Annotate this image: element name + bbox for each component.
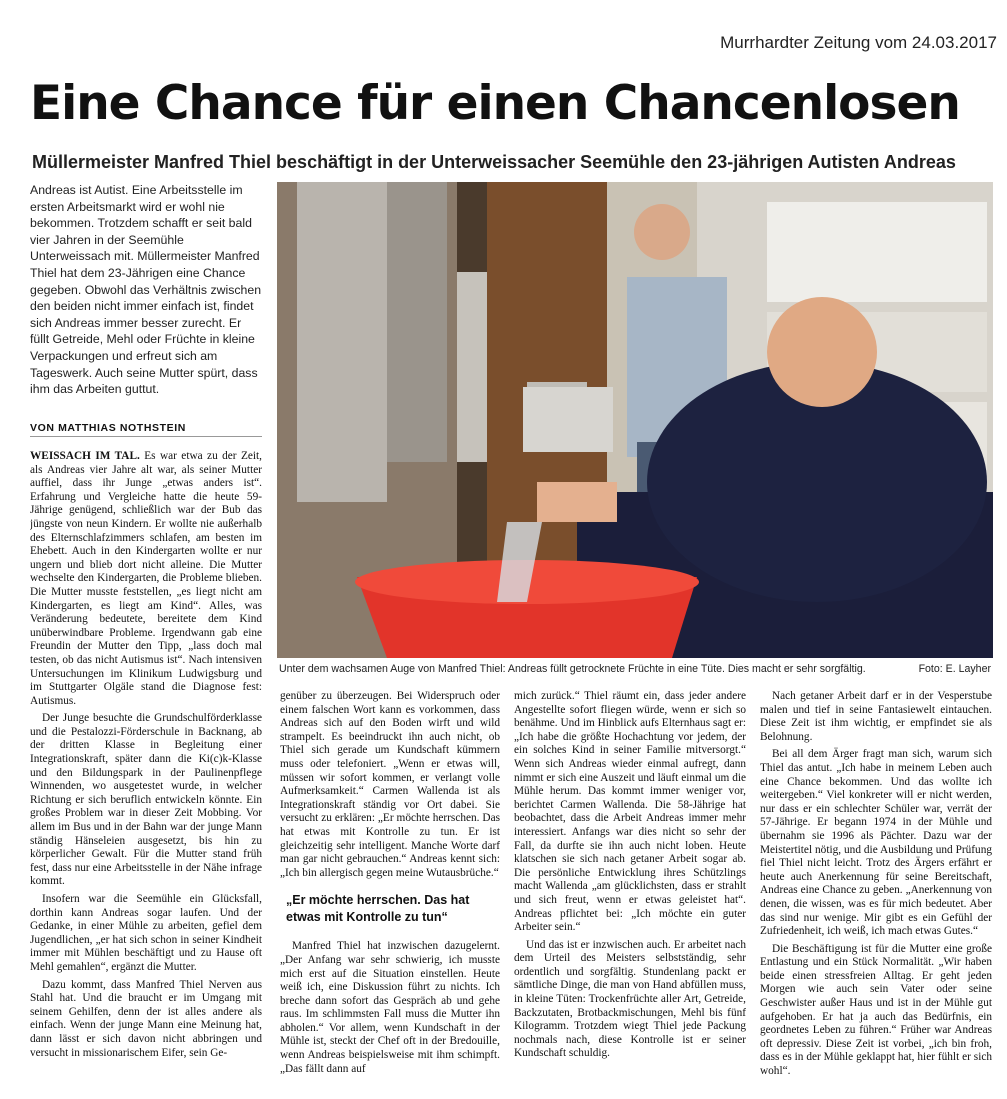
paragraph: Bei all dem Ärger fragt man sich, warum sich Thiel das antut. „Ich habe in meinem Leben auch eine Chance bekommen. Und das wollte ich weitergeben.“ Viel konkreter will er nicht werden, nur dass er ein schlechter Schüler war, verrät der 57-Jährige. Er begann 1974 in der Mühle und übernahm sie 1996 als Pächter. Dazu war der Meistertitel nötig, und die Ausbildung und Prüfung fiel Thiel nicht leicht. Trotz des Ärgers erfährt er heute auch Anerkennung für seine Bereitschaft, Andreas eine Chance zu geben. „Anerkennung von denen, die wissen, was es für mich bedeutet. Aber das sind nur wenige. Mir gibt es ein Gefühl der Zufriedenheit, ich weiß, ich mach etwas Gutes.“: [760, 748, 992, 938]
subheadline: Müllermeister Manfred Thiel beschäftigt in der Unterweissacher Seemühle den 23-jährigen Autisten Andreas: [32, 152, 956, 172]
byline: VON MATTHIAS NOTHSTEIN: [30, 422, 262, 437]
paragraph: Und das ist er inzwischen auch. Er arbeitet nach dem Urteil des Meisters selbstständig, sehr ordentlich und sorgfältig. Stundenlang packt er sämtliche Dinge, die man von Hand abfüllen muss, in kleine Tüten: Trockenfrüchte aller Art, Getreide, Backzutaten, Brotbackmischungen, Mehl bis fünf Kilogramm. Trotzdem wiegt Thiel jede Packung nochmals nach, diese Kontrolle ist er seiner Kundschaft schuldig.: [514, 938, 746, 1060]
dateline: WEISSACH IM TAL.: [30, 450, 140, 462]
article-column-2: [280, 690, 500, 1095]
headline: Eine Chance für einen Chancenlosen: [30, 76, 960, 131]
photo-credit: Foto: E. Layher: [918, 663, 991, 675]
paragraph: Die Beschäftigung ist für die Mutter eine große Entlastung und ein Stück Normalität. „Wir haben beide einen stressfreien Alltag. Er geht jeden Morgen wie auch sein Vater oder seine Geschwister außer Haus und ist in der Mühle gut aufgehoben. Er hat ja auch das Bedürfnis, ein geordnetes Leben zu führen.“ Früher war Andreas oft depressiv. Diese Zeit ist vorbei, „ich bin froh, dass es in der Mühle geklappt hat, hier fühlt er sich wohl“.: [760, 942, 992, 1078]
article-column-4: [760, 690, 992, 1095]
paragraph: Manfred Thiel hat inzwischen dazugelernt. „Der Anfang war sehr schwierig, ich musste mich erst auf die Situation einstellen. Heute weiß ich, eine Diskussion führt zu nichts. Ich breche dann sofort das Gespräch ab und gehe raus. Im schlimmsten Fall muss die Mutter ihn abholen.“ Vor allem, wenn Kundschaft in der Mühle ist, steckt der Chef oft in der Bredouille, wenn Andreas beispielsweise mit ihm schimpft. „Das fällt dann auf: [280, 940, 500, 1075]
paragraph: genüber zu überzeugen. Bei Widerspruch oder einem falschen Wort kann es vorkommen, dass Andreas sich auf den Boden wirft und wild strampelt. Es beeindruckt ihn auch nicht, ob Thiel sich gerade um Kundschaft kümmern muss oder telefoniert. „Wenn er etwas will, müssen wir sofort kommen, er verlangt volle Aufmerksamkeit.“ Carmen Wallenda ist als Integrationskraft ständig vor Ort dabei. Sie versucht zu erklären: „Er möchte herrschen. Das hat etwas mit Kontrolle zu tun. Er ist gleichzeitig sehr intelligent. Manche Worte darf man gar nicht gebrauchen.“ Andreas kennt sich: „Ich bin allergisch gegen meine Wutausbrüche.“: [280, 690, 500, 879]
pull-quote: „Er möchte herrschen. Das hat etwas mit Kontrolle zu tun“: [286, 893, 470, 925]
paragraph-text: Es war etwa zu der Zeit, als Andreas vier Jahre alt war, als seiner Mutter auffiel, dass ihr Junge „etwas anders ist“. Erfahrung und Vergleiche hatte die heute 59-Jährige genügend, schließlich war der Bub das jüngste von neun Kindern. Er wollte nie außerhalb des Elternschlafzimmers schlafen, am besten im Ehebett. Auch in den Kindergarten wollte er nur ungern und blieb dort nicht alleine. Die Mutter wechselte den Kindergarten, die Probleme blieben. Die Mutter musste feststellen, „es liegt nicht am Kindergarten, es liegt am Kind“. Alles, was Veränderung bedeutete, bereitete dem Kind unüberwindbare Probleme. Irgendwann gab eine Freundin der Mutter den Tipp, „lass doch mal testen, ob das nicht Autismus ist“. Nach intensiven Untersuchungen im Klinikum Ludwigsburg und im Stuttgarter Olgäle stand die Diagnose fest: Autismus.: [30, 450, 262, 707]
paragraph: mich zurück.“ Thiel räumt ein, dass jeder andere Angestellte sofort fliegen würde, wenn er sich so benähme. Und im Hinblick aufs Elternhaus sagt er: „Ich habe die größte Hochachtung vor jedem, der ein solches Kind in seiner Familie mitversorgt.“ Wenn sich Andreas wieder einmal aufregt, dann nimmt er sich eine Auszeit und läuft einmal um die Mühle herum. Das kommt immer weniger vor, berichtet Carmen Wallenda. Die 58-Jährige hat beobachtet, dass die Arbeit Andreas immer mehr interessiert. Anfangs war dies nicht so sehr der Fall, da durfte sie ihn auch nicht loben. Heute klatschen sie sich nach getaner Arbeit sogar ab. Die persönliche Entwicklung ihres Schützlings macht Wallenda „am glücklichsten, dass er strahlt und sich freut, wenn er etwas geleistet hat“. Andreas pflichtet bei: „Ich möchte ein guter Arbeiter sein.“: [514, 690, 746, 934]
photo-caption: [279, 663, 991, 675]
paragraph: Dazu kommt, dass Manfred Thiel Nerven aus Stahl hat. Und die braucht er im Umgang mit seinem Gehilfen, denn der ist alles andere als einfach. Wenn der junge Mann eine Meinung hat, dann lässt er sich davon nicht abbringen und versucht in missionarischem Eifer, sein Ge-: [30, 978, 262, 1059]
paragraph: [30, 450, 262, 708]
article-column-3: [514, 690, 746, 1095]
paragraph: Insofern war die Seemühle ein Glücksfall, dorthin kann Andreas sogar laufen. Und der Gedanke, in einer Mühle zu arbeiten, gefiel dem Jugendlichen, „er hat sich schon in seiner Kindheit immer mit Mühlen beschäftigt und zu Hause oft Mehl gemahlen“, ergänzt die Mutter.: [30, 893, 262, 973]
source-line: Murrhardter Zeitung vom 24.03.2017: [720, 33, 997, 52]
caption-text: Unter dem wachsamen Auge von Manfred Thiel: Andreas füllt getrocknete Früchte in eine Tüte. Dies macht er sehr sorgfältig.: [279, 663, 866, 675]
lead-paragraph: Andreas ist Autist. Eine Arbeitsstelle im ersten Arbeitsmarkt wird er wohl nie bekommen. Trotzdem schafft er seit bald vier Jahren in der Seemühle Unterweissach mit. Müllermeister Manfred Thiel hat dem 23-Jährigen eine Chance gegeben. Obwohl das Verhältnis zwischen den beiden nicht immer einfach ist, findet sich Andreas immer besser zurecht. Er füllt Getreide, Mehl oder Früchte in kleine Verpackungen und erfreut sich am Tageswerk. Auch seine Mutter spürt, dass ihm das Arbeiten guttut.: [30, 183, 262, 397]
article-column-1: [30, 450, 262, 1095]
mill-photo-illustration: [277, 182, 993, 658]
article-photo: [277, 182, 993, 658]
paragraph: Nach getaner Arbeit darf er in der Vesperstube malen und tief in seine Fantasiewelt eintauchen. Diese Zeit ist ihm wichtig, er empfindet sie als Belohnung.: [760, 690, 992, 743]
paragraph: Der Junge besuchte die Grundschulförderklasse und die Pestalozzi-Förderschule in Backnang, ab der dritten Klasse in Begleitung einer Integrationskraft, später dann die Ki(c)k-Klasse und den Bildungspark in der Paulinenpflege Winnenden, wo ausgetestet wurde, in welcher Richtung er sich beruflich entwickeln könnte. Ein großes Problem war in dieser Zeit Mobbing. Vor allem im Bus und in der Bahn war der junge Mann ständig Hänseleien ausgesetzt, bis hin zu körperlicher Gewalt. Für die Mutter stand früh fest, dass nur eine Arbeitsstelle in der Nähe infrage kommt.: [30, 712, 262, 888]
